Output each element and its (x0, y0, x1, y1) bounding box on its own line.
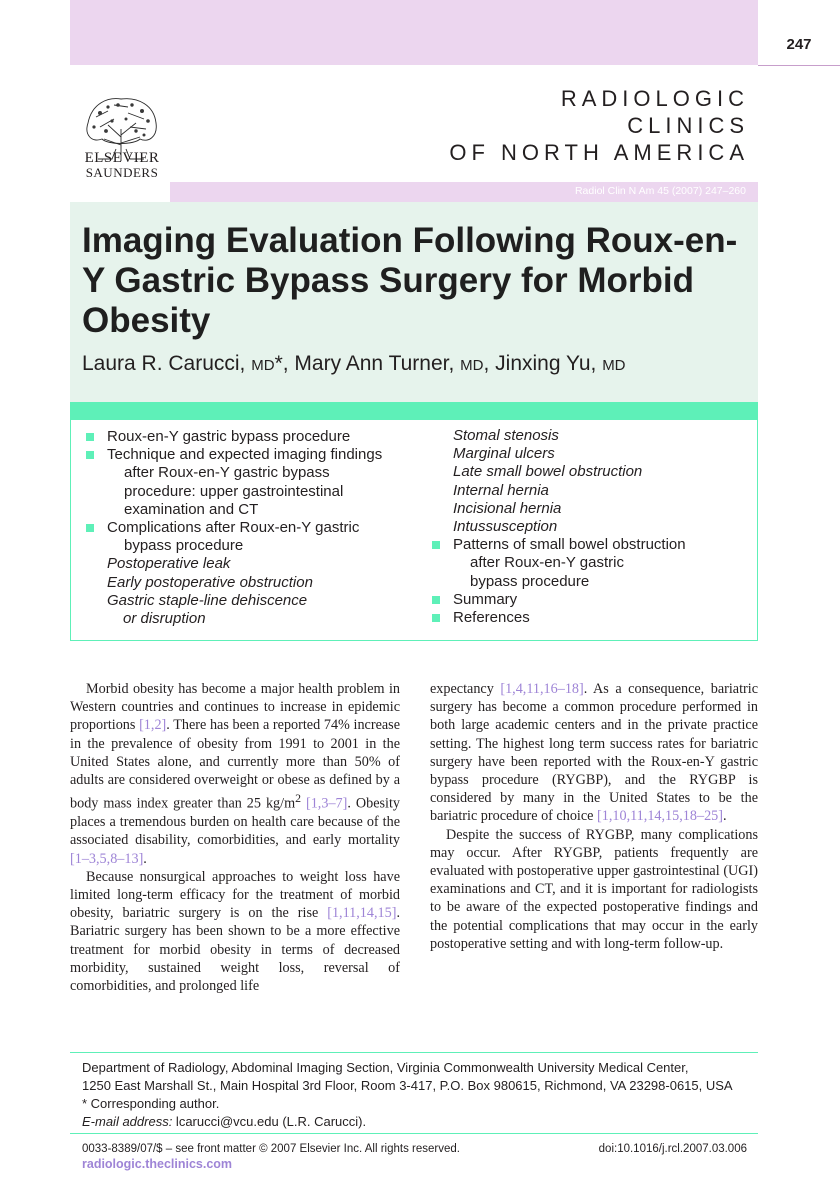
outline-subitem[interactable]: Intussusception (453, 518, 558, 536)
copyright-line: 0033-8389/07/$ – see front matter © 2007 Elsevier Inc. All rights reserved. (82, 1143, 460, 1155)
author-mark: *, (274, 352, 295, 375)
page-tab (758, 0, 840, 66)
bullet-icon (86, 451, 94, 459)
author-mark: , (483, 352, 496, 375)
affiliation-line: 1250 East Marshall St., Main Hospital 3rd Floor, Room 3-417, P.O. Box 980615, Richmond, VA 23298-0615, USA (82, 1078, 733, 1093)
author-name: Mary Ann Turner, (294, 352, 461, 375)
citation-link[interactable]: [1,10,11,14,15,18–25] (597, 808, 723, 825)
outline-item[interactable]: Summary (432, 591, 686, 609)
doi-label: doi:10.1016/j.rcl.2007.03.006 (598, 1143, 747, 1155)
outline-subitem[interactable]: Early postoperative obstruction (107, 573, 313, 591)
author-list (82, 352, 626, 376)
body-paragraph: Despite the success of RYGBP, many complications may occur. After RYGBP, patients frequently are evaluated with postoperative upper gastrointestinal (UGI) examinations and CT, and it is important for radiologists to be aware of the expected postoperative findings and the potential complications that may occur in the early postoperative setting and with long-term follow-up. (430, 826, 758, 952)
citation-link[interactable]: [1–3,5,8–13] (70, 850, 144, 867)
body-paragraph: Because nonsurgical approaches to weight loss have limited long-term efficacy for the treatment of morbid obesity, bariatric surgery is on the rise [1,11,14,15]. Bariatric surgery has been shown to be a more effective treatment for morbid obesity in terms of decreased morbidity, sustained weight loss, reversal of comorbidities, and prolonged life (70, 868, 400, 994)
outline-item[interactable]: Technique and expected imaging findings (86, 446, 382, 464)
header-band (70, 0, 758, 65)
bullet-icon (86, 433, 94, 441)
outline-item[interactable]: Patterns of small bowel obstruction (432, 536, 686, 554)
citation-link[interactable]: [1,3–7] (305, 795, 348, 812)
outline-subitem[interactable]: Stomal stenosis (453, 427, 559, 444)
body-paragraph: Morbid obesity has become a major health problem in Western countries and continues to increase in epidemic proportions [1,2]. There has been a reported 74% increase in the prevalence of obesity from 1991 to 2001 in the United States alone, and currently more than 50% of adults are considered overweight or obese as defined by a body mass index greater than 25 $kg/m^2$ [1,3–7]. Obesity places a tremendous burden on health care because of the associated disability, comorbidities, and early mortality [1–3,5,8–13]. (70, 681, 400, 867)
outline-subitem[interactable]: Gastric staple-line dehiscence (107, 591, 308, 609)
journal-citation: Radiol Clin N Am 45 (2007) 247–260 (574, 185, 746, 197)
bullet-icon (86, 524, 94, 532)
email-address[interactable]: lcarucci@vcu.edu (L.R. Carucci). (172, 1114, 367, 1129)
outline-subitem[interactable]: Incisional hernia (453, 499, 562, 517)
outline-item-continuation: after Roux-en-Y gastric (470, 554, 624, 572)
journal-title-line: OF NORTH AMERICA (449, 140, 749, 165)
journal-title-line: CLINICS (627, 113, 749, 138)
journal-url-link[interactable]: radiologic.theclinics.com (82, 1157, 233, 1171)
body-column-left (70, 680, 400, 995)
outline-column-right (432, 427, 686, 627)
journal-title-line: RADIOLOGIC (560, 86, 749, 111)
affiliation-footnote (70, 1052, 758, 1131)
outline-item[interactable]: Roux-en-Y gastric bypass procedure (86, 428, 382, 446)
outline-subitem-continuation: or disruption (123, 610, 206, 628)
article-title: Imaging Evaluation Following Roux-en-Y Gastric Bypass Surgery for Morbid Obesity (82, 221, 738, 340)
outline-item-continuation: procedure: upper gastrointestinal (124, 482, 344, 500)
bullet-icon (432, 541, 440, 549)
bullet-icon (432, 596, 440, 604)
author-name: Jinxing Yu, (495, 352, 603, 375)
outline-item-continuation: bypass procedure (470, 572, 590, 590)
citation-link[interactable]: [1,2] (139, 717, 167, 734)
page-number: 247 (786, 36, 812, 53)
author-degree: MD (602, 357, 626, 374)
body-paragraph: expectancy [1,4,11,16–18]. As a consequence, bariatric surgery has become a common procedure performed in both large academic centers and in the private practice setting. The highest long term success rates for bariatric surgery have been reported with the Roux-en-Y gastric bypass procedure (RYGBP), and the RYGBP is considered by many in the United States to be the bariatric procedure of choice [1,10,11,14,15,18–25]. (430, 681, 758, 825)
outline-subitem[interactable]: Postoperative leak (107, 555, 231, 573)
publisher-imprint: SAUNDERS (85, 165, 159, 180)
outline-item[interactable]: References (432, 609, 686, 627)
publisher-name: ELSEVIER (84, 150, 160, 166)
outline-column-left (86, 428, 382, 628)
outline-item-continuation: bypass procedure (124, 537, 244, 555)
bullet-icon (432, 614, 440, 622)
author-degree: MD (460, 357, 484, 374)
footer-divider (70, 1133, 758, 1134)
citation-link[interactable]: [1,11,14,15] (327, 905, 397, 922)
outline-subitem[interactable]: Marginal ulcers (453, 445, 555, 463)
email-label: E-mail address: (82, 1114, 173, 1129)
corresponding-author-note: * Corresponding author. (82, 1096, 220, 1111)
affiliation-line: Department of Radiology, Abdominal Imaging Section, Virginia Commonwealth University Medical Center, (82, 1060, 689, 1075)
citation-link[interactable]: [1,4,11,16–18] (500, 681, 584, 697)
author-degree: MD (251, 357, 275, 374)
body-column-right (430, 680, 758, 953)
outline-subitem[interactable]: Late small bowel obstruction (453, 463, 643, 481)
outline-subitem[interactable]: Internal hernia (453, 481, 549, 499)
email-line (70, 1113, 758, 1131)
outline-header-bar (70, 402, 758, 420)
author-name: Laura R. Carucci, (82, 352, 252, 375)
outline-item-continuation: examination and CT (124, 500, 259, 518)
outline-item-continuation: after Roux-en-Y gastric bypass (124, 464, 330, 482)
outline-item[interactable]: Complications after Roux-en-Y gastric (86, 519, 382, 537)
